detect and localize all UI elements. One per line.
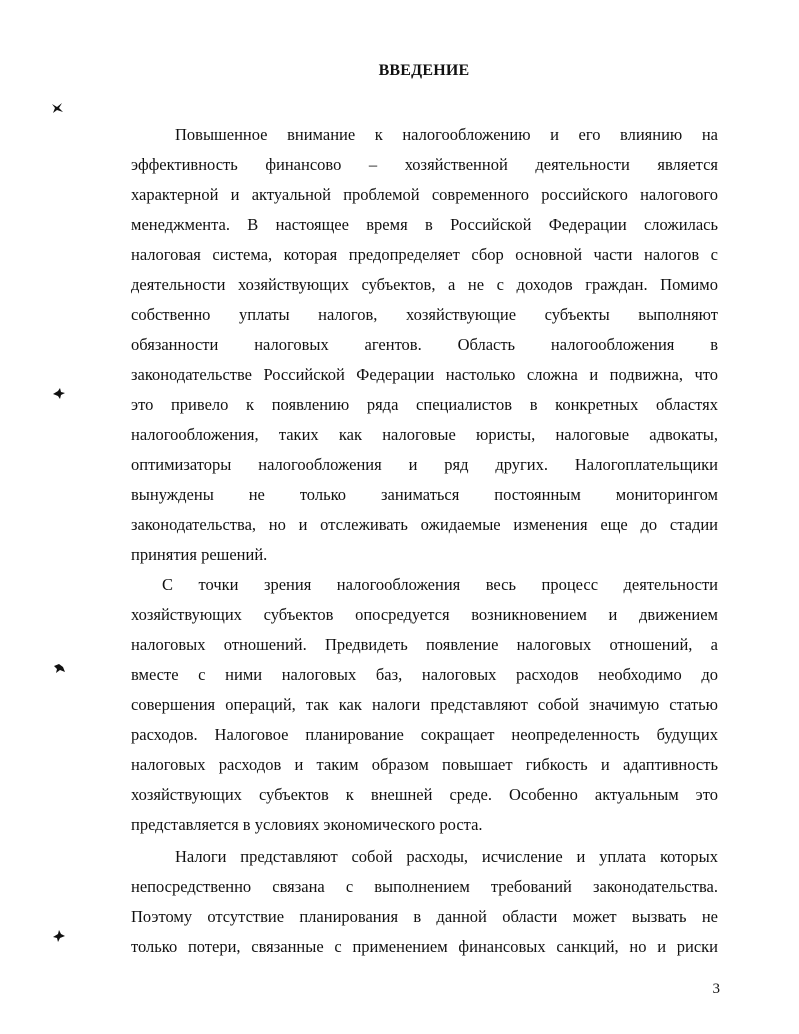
text-line: хозяйствующих субъектов к внешней среде. Особенно актуальным это — [131, 785, 718, 804]
text-line: представляется в условиях экономического роста. — [131, 815, 483, 834]
text-line: законодательстве Российской Федерации настолько сложна и подвижна, что — [131, 365, 718, 384]
text-line: Налоги представляют собой расходы, исчисление и уплата которых — [175, 847, 718, 866]
scan-mark-icon — [52, 930, 66, 942]
text-line: Поэтому отсутствие планирования в данной области может вызвать не — [131, 907, 718, 926]
text-line: вместе с ними налоговых баз, налоговых расходов необходимо до — [131, 665, 718, 684]
text-line: только потери, связанные с применением финансовых санкций, но и риски — [131, 937, 718, 956]
text-line: Повышенное внимание к налогообложению и его влиянию на — [175, 125, 718, 144]
text-line: характерной и актуальной проблемой современного российского налогового — [131, 185, 718, 204]
text-line: законодательства, но и отслеживать ожидаемые изменения еще до стадии — [131, 515, 718, 534]
text-line: налоговых отношений. Предвидеть появление налоговых отношений, а — [131, 635, 718, 654]
text-line: вынуждены не только заниматься постоянным мониторингом — [131, 485, 718, 504]
text-line: хозяйствующих субъектов опосредуется возникновением и движением — [131, 605, 718, 624]
text-line: С точки зрения налогообложения весь процесс деятельности — [162, 575, 718, 594]
text-line: налогообложения, таких как налоговые юристы, налоговые адвокаты, — [131, 425, 718, 444]
text-line: расходов. Налоговое планирование сокращает неопределенность будущих — [131, 725, 718, 744]
scan-mark-icon — [52, 388, 66, 400]
text-line: менеджмента. В настоящее время в Российской Федерации сложилась — [131, 215, 718, 234]
text-line: это привело к появлению ряда специалистов в конкретных областях — [131, 395, 718, 414]
text-line: деятельности хозяйствующих субъектов, а не с доходов граждан. Помимо — [131, 275, 718, 294]
text-line: обязанности налоговых агентов. Область налогообложения в — [131, 335, 718, 354]
text-line: собственно уплаты налогов, хозяйствующие субъекты выполняют — [131, 305, 718, 324]
text-line: совершения операций, так как налоги представляют собой значимую статью — [131, 695, 718, 714]
text-line: принятия решений. — [131, 545, 268, 564]
text-line: налоговых расходов и таким образом повышает гибкость и адаптивность — [131, 755, 718, 774]
page-number: 3 — [712, 981, 720, 997]
scan-mark-icon — [52, 663, 66, 675]
scan-mark-icon — [50, 102, 64, 114]
page-title: ВВЕДЕНИЕ — [378, 62, 470, 79]
text-line: налоговая система, которая предопределяет сбор основной части налогов с — [131, 245, 718, 264]
text-line: непосредственно связана с выполнением требований законодательства. — [131, 877, 718, 896]
text-line: оптимизаторы налогообложения и ряд других. Налогоплательщики — [131, 455, 718, 474]
text-line: эффективность финансово – хозяйственной деятельности является — [131, 155, 718, 174]
